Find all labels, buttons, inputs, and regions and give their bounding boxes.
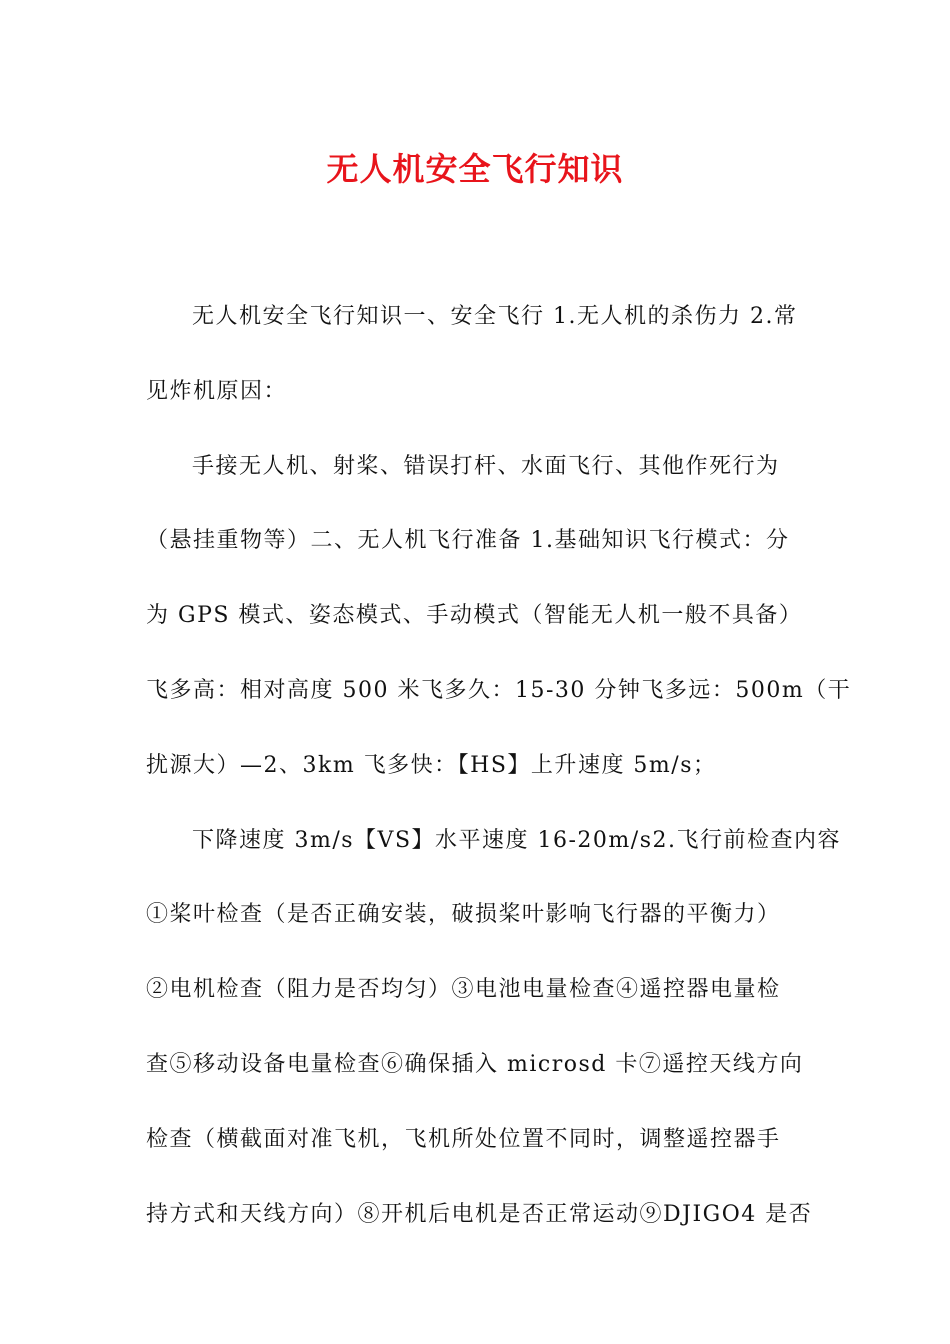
page-title: 无人机安全飞行知识	[326, 150, 624, 188]
text-line: 下降速度 3m/s【VS】水平速度 16-20m/s2.飞行前检查内容	[192, 827, 841, 853]
text-line: 查⑤移动设备电量检查⑥确保插入 microsd 卡⑦遥控天线方向	[146, 1051, 804, 1077]
text-line: （悬挂重物等）二、无人机飞行准备 1.基础知识飞行模式：分	[146, 528, 790, 554]
text-line: ②电机检查（阻力是否均匀）③电池电量检查④遥控器电量检	[146, 977, 781, 1003]
text-line: 飞多高：相对高度 500 米飞多久：15-30 分钟飞多远：500m（干	[146, 677, 852, 703]
text-line: ①桨叶检查（是否正确安装，破损桨叶影响飞行器的平衡力）	[146, 902, 781, 928]
text-line: 持方式和天线方向）⑧开机后电机是否正常运动⑨DJIGO4 是否	[146, 1201, 813, 1227]
text-line: 检查（横截面对准飞机，飞机所处位置不同时，调整遥控器手	[146, 1126, 781, 1152]
text-line: 见炸机原因：	[146, 378, 288, 404]
text-line: 无人机安全飞行知识一、安全飞行 1.无人机的杀伤力 2.常	[192, 304, 798, 329]
text-line: 扰源大）—2、3km 飞多快：【HS】上升速度 5m/s；	[146, 752, 717, 778]
text-line: 手接无人机、射桨、错误打杆、水面飞行、其他作死行为	[192, 453, 780, 479]
text-line: 为 GPS 模式、姿态模式、手动模式（智能无人机一般不具备）	[146, 603, 803, 629]
body-text	[146, 280, 852, 1252]
